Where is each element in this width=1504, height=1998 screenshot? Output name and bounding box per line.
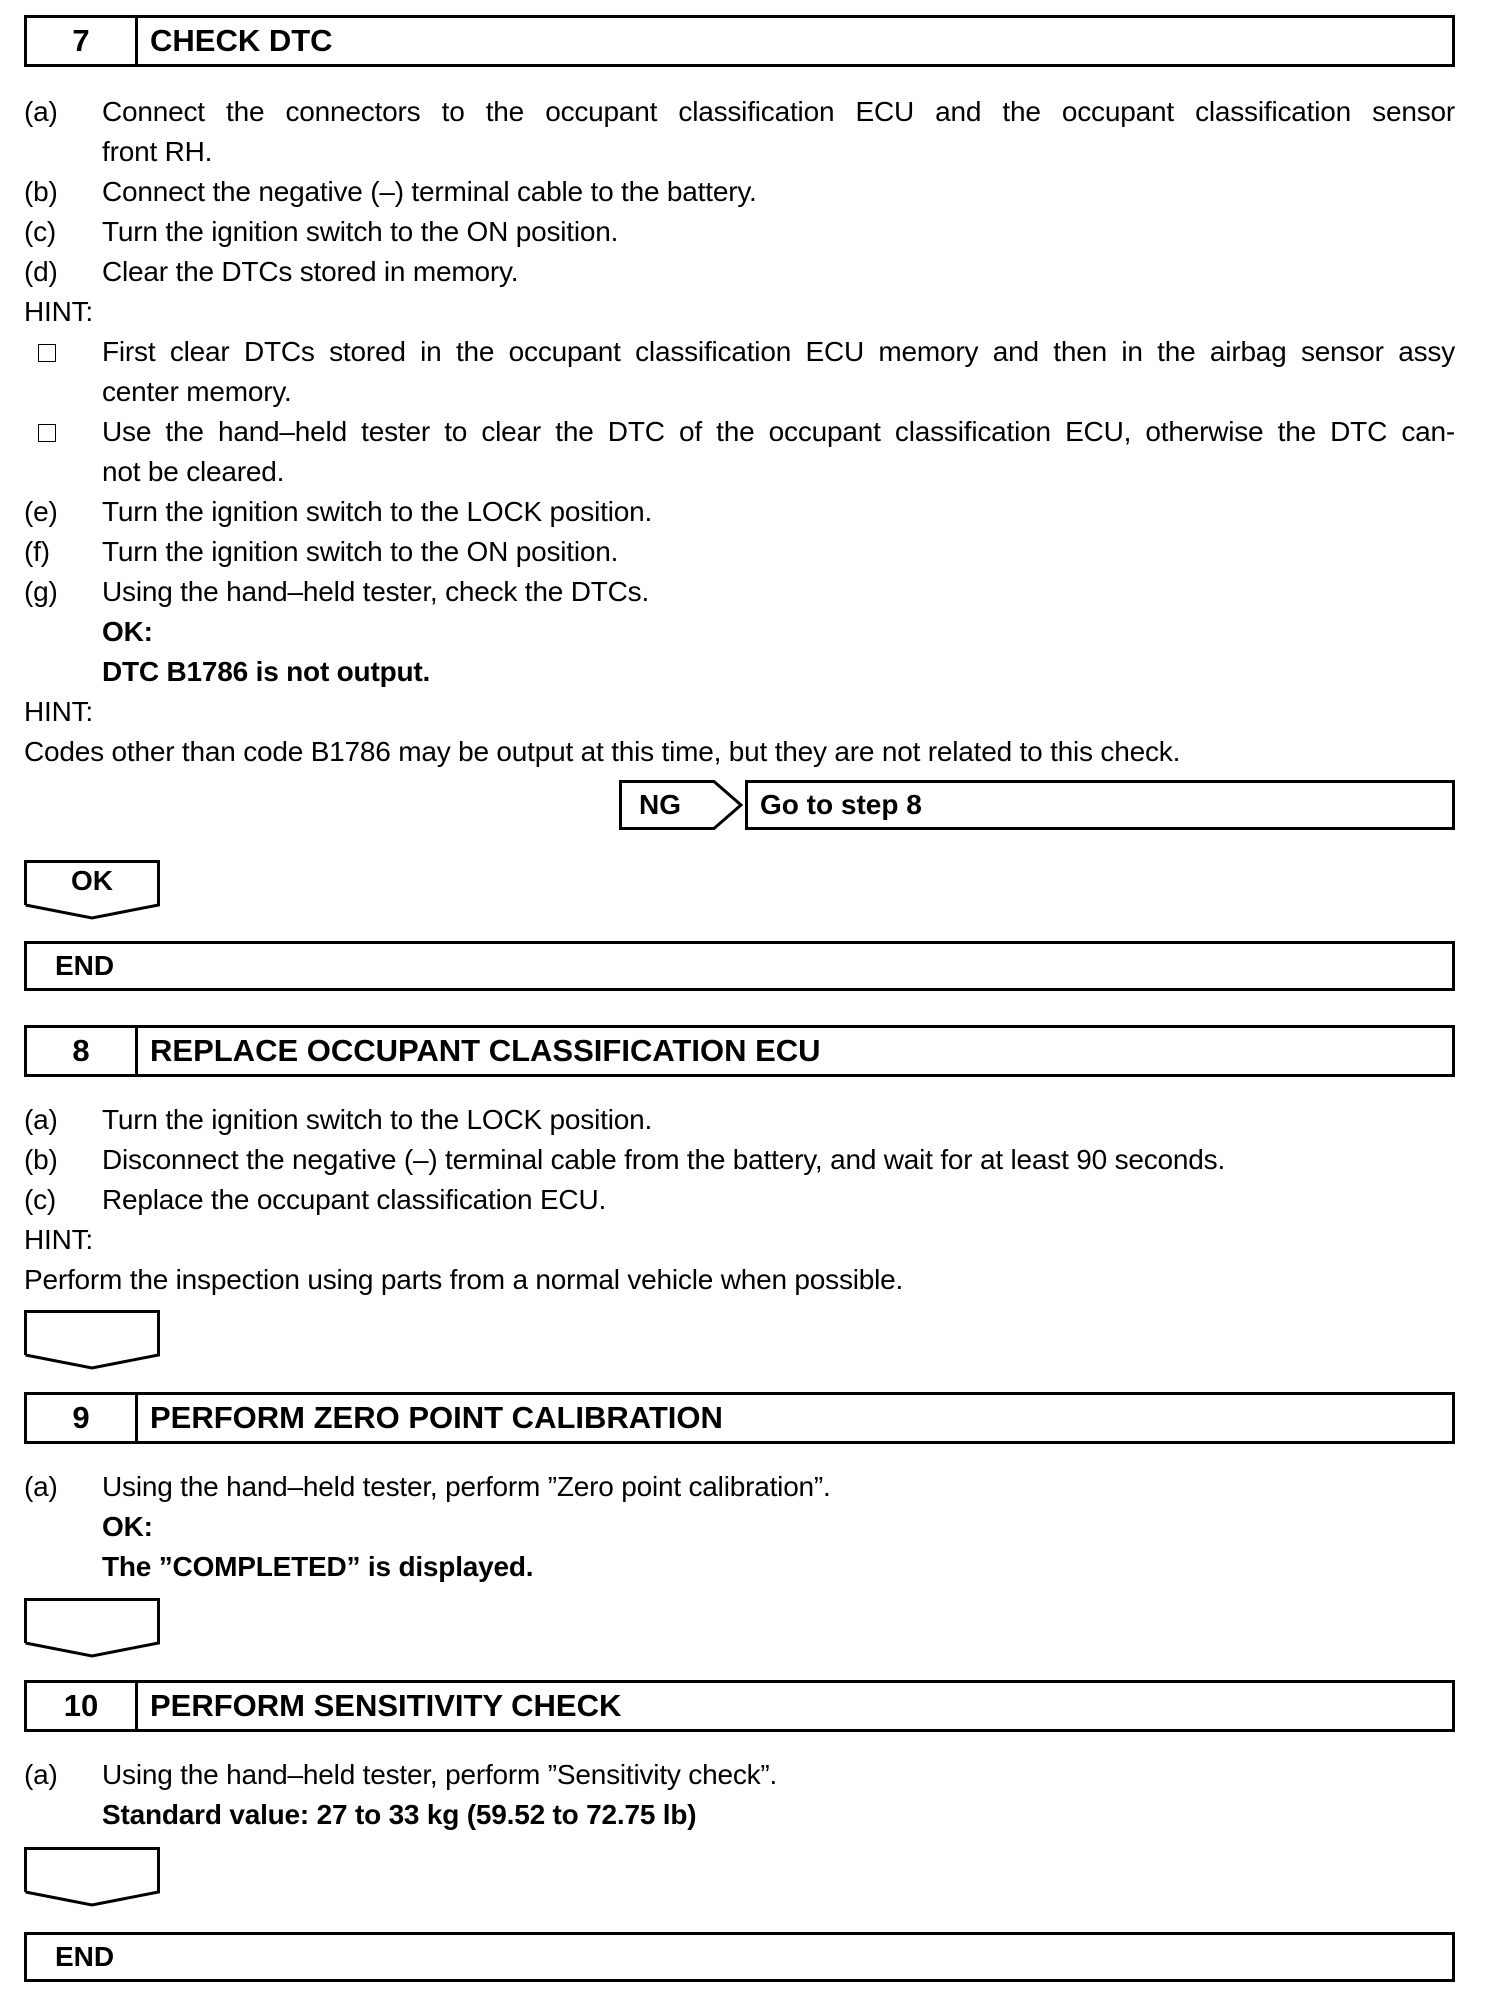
ng-arrow-shape-icon: [619, 780, 743, 830]
step-10-header: [24, 1680, 1455, 1732]
step-number: 10: [27, 1683, 138, 1729]
next-flow-arrow[interactable]: [24, 1310, 160, 1370]
step-title: REPLACE OCCUPANT CLASSIFICATION ECU: [150, 1033, 821, 1068]
item-text: Turn the ignition switch to the ON position.: [102, 216, 619, 247]
end-box: [24, 1932, 1455, 1982]
step-title: CHECK DTC: [150, 23, 333, 58]
standard-value: Standard value: 27 to 33 kg (59.52 to 72.75 lb): [102, 1799, 697, 1830]
hint-label: HINT:: [24, 296, 94, 327]
step-number: 7: [27, 18, 138, 64]
item-label: (b): [24, 1144, 58, 1175]
item-label: (a): [24, 1759, 58, 1790]
item-text: Using the hand–held tester, perform ”Sensitivity check”.: [102, 1759, 778, 1790]
step-title: PERFORM ZERO POINT CALIBRATION: [150, 1400, 723, 1435]
hint-text-continued: not be cleared.: [102, 456, 285, 487]
ok-criteria: DTC B1786 is not output.: [102, 656, 431, 687]
ok-label: OK:: [102, 616, 153, 647]
item-label: (a): [24, 1104, 58, 1135]
ok-flow-arrow[interactable]: [24, 860, 160, 920]
item-label: (e): [24, 496, 58, 527]
hint-text-continued: center memory.: [102, 376, 292, 407]
ok-criteria: The ”COMPLETED” is displayed.: [102, 1551, 534, 1582]
go-to-step-8-link[interactable]: [745, 780, 1455, 830]
step-8-header: [24, 1025, 1455, 1077]
next-flow-arrow[interactable]: [24, 1598, 160, 1658]
hint-text: First clear DTCs stored in the occupant classification ECU memory and then in the airbag sensor assy: [102, 336, 1455, 367]
down-arrow-box-icon: [24, 1598, 160, 1658]
step-title: PERFORM SENSITIVITY CHECK: [150, 1688, 622, 1723]
item-text: Using the hand–held tester, check the DTCs.: [102, 576, 650, 607]
item-label: (c): [24, 1184, 57, 1215]
item-text: Clear the DTCs stored in memory.: [102, 256, 519, 287]
down-arrow-box-icon: [24, 1310, 160, 1370]
hint-bullet: [0, 332, 1504, 412]
item-label: (c): [24, 216, 57, 247]
step-number: 8: [27, 1028, 138, 1074]
item-text: Turn the ignition switch to the ON position.: [102, 536, 619, 567]
end-box: [24, 941, 1455, 991]
list-item: [0, 92, 1504, 172]
end-label: END: [55, 950, 115, 981]
end-label: END: [55, 1941, 115, 1972]
down-arrow-box-icon: [24, 1847, 160, 1907]
ok-label: OK:: [102, 1511, 153, 1542]
hint-label: HINT:: [24, 696, 94, 727]
step-7-header: [24, 15, 1455, 67]
item-text: Replace the occupant classification ECU.: [102, 1184, 607, 1215]
hint-text: Perform the inspection using parts from a normal vehicle when possible.: [24, 1264, 904, 1295]
next-flow-arrow[interactable]: [24, 1847, 160, 1907]
item-text: Connect the negative (–) terminal cable to the battery.: [102, 176, 757, 207]
item-text-continued: front RH.: [102, 136, 213, 167]
item-text: Turn the ignition switch to the LOCK position.: [102, 496, 653, 527]
hint-text: Codes other than code B1786 may be output at this time, but they are not related to this check.: [24, 736, 1181, 767]
hint-label: HINT:: [24, 1224, 94, 1255]
item-text: Using the hand–held tester, perform ”Zero point calibration”.: [102, 1471, 831, 1502]
item-label: (a): [24, 1471, 58, 1502]
hint-bullet: [0, 412, 1504, 492]
item-label: (g): [24, 576, 58, 607]
item-text: Connect the connectors to the occupant classification ECU and the occupant classification sensor: [102, 96, 1455, 127]
step-9-header: [24, 1392, 1455, 1444]
ok-arrow-label: OK: [71, 865, 113, 896]
go-to-step-text: Go to step 8: [760, 789, 922, 820]
item-label: (b): [24, 176, 58, 207]
ng-branch-tag[interactable]: [619, 780, 743, 830]
square-bullet-icon: [38, 344, 56, 362]
item-label: (a): [24, 96, 58, 127]
square-bullet-icon: [38, 424, 56, 442]
hint-text: Use the hand–held tester to clear the DTC of the occupant classification ECU, otherwise the DTC can-: [102, 416, 1455, 447]
step-number: 9: [27, 1395, 138, 1441]
ng-label: NG: [639, 789, 681, 820]
item-text: Turn the ignition switch to the LOCK position.: [102, 1104, 653, 1135]
item-label: (d): [24, 256, 58, 287]
item-text: Disconnect the negative (–) terminal cable from the battery, and wait for at least 90 seconds.: [102, 1144, 1226, 1175]
item-label: (f): [24, 536, 50, 567]
